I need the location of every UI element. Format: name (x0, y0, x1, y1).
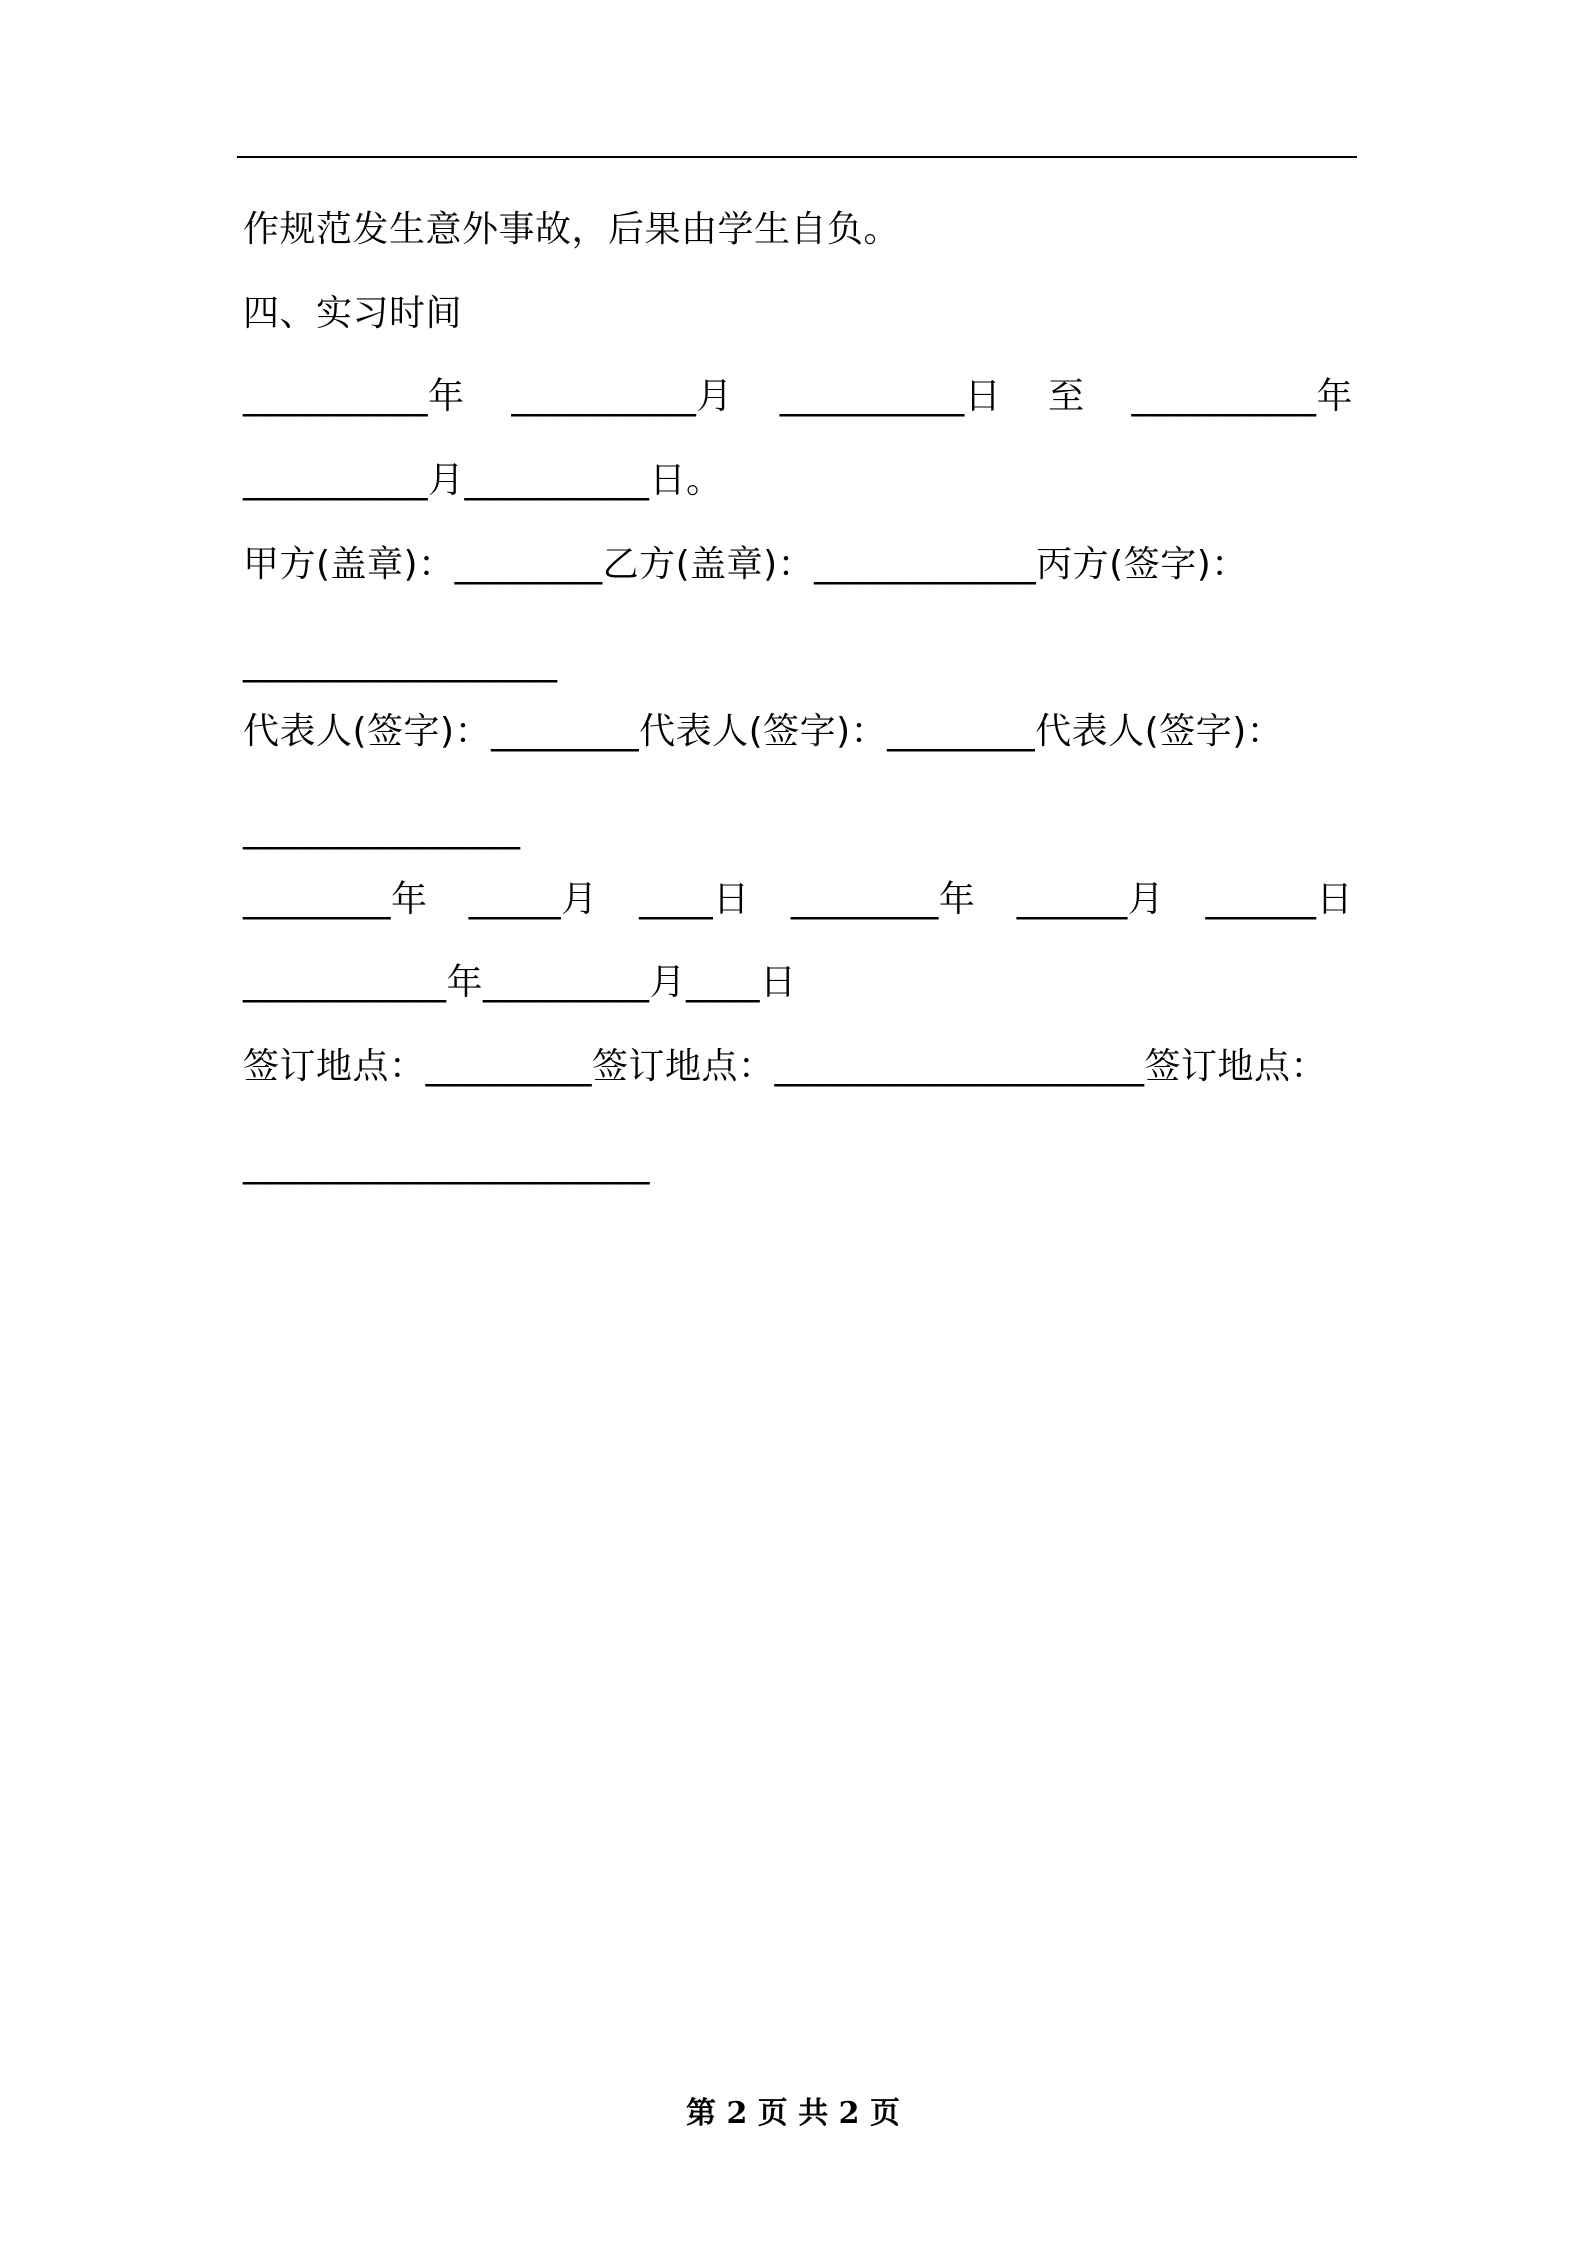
period-to: 至 (1048, 376, 1085, 417)
representatives-line-cont: _______________ (243, 809, 521, 850)
date-b-year: ________年 (790, 879, 976, 920)
header-rule (237, 156, 1357, 158)
period-line-1 (243, 375, 1353, 419)
signing-date-line-1 (243, 878, 1353, 922)
period-start-month: __________月 (511, 376, 733, 417)
date-a-day: ____日 (639, 879, 750, 920)
period-end-year: __________年 (1131, 376, 1353, 417)
parties-seal-line-cont: _________________ (243, 642, 558, 683)
date-b-day: ______日 (1205, 879, 1353, 920)
body-line-accident: 作规范发生意外事故，后果由学生自负。 (243, 209, 901, 250)
signing-place-line-cont: ______________________ (243, 1144, 650, 1185)
representatives-line: 代表人(签字)：________代表人(签字)：________代表人(签字)： (243, 711, 1284, 752)
period-start-day: __________日 (779, 376, 1002, 417)
date-b-month: ______月 (1016, 879, 1165, 920)
period-line-2: __________月__________日。 (243, 460, 723, 501)
signing-place-line: 签订地点：_________签订地点：____________________签订地点： (243, 1046, 1328, 1087)
date-a-month: _____月 (468, 879, 598, 920)
page-number: 第 2 页 共 2 页 (686, 2096, 900, 2131)
period-start-year: __________年 (243, 376, 465, 417)
parties-seal-line: 甲方(盖章)：________乙方(盖章)：____________丙方(签字)： (243, 544, 1248, 585)
section-heading-internship-period: 四、实习时间 (243, 293, 463, 334)
signing-date-line-2: ___________年_________月____日 (243, 962, 797, 1003)
date-a-year: ________年 (243, 879, 428, 920)
